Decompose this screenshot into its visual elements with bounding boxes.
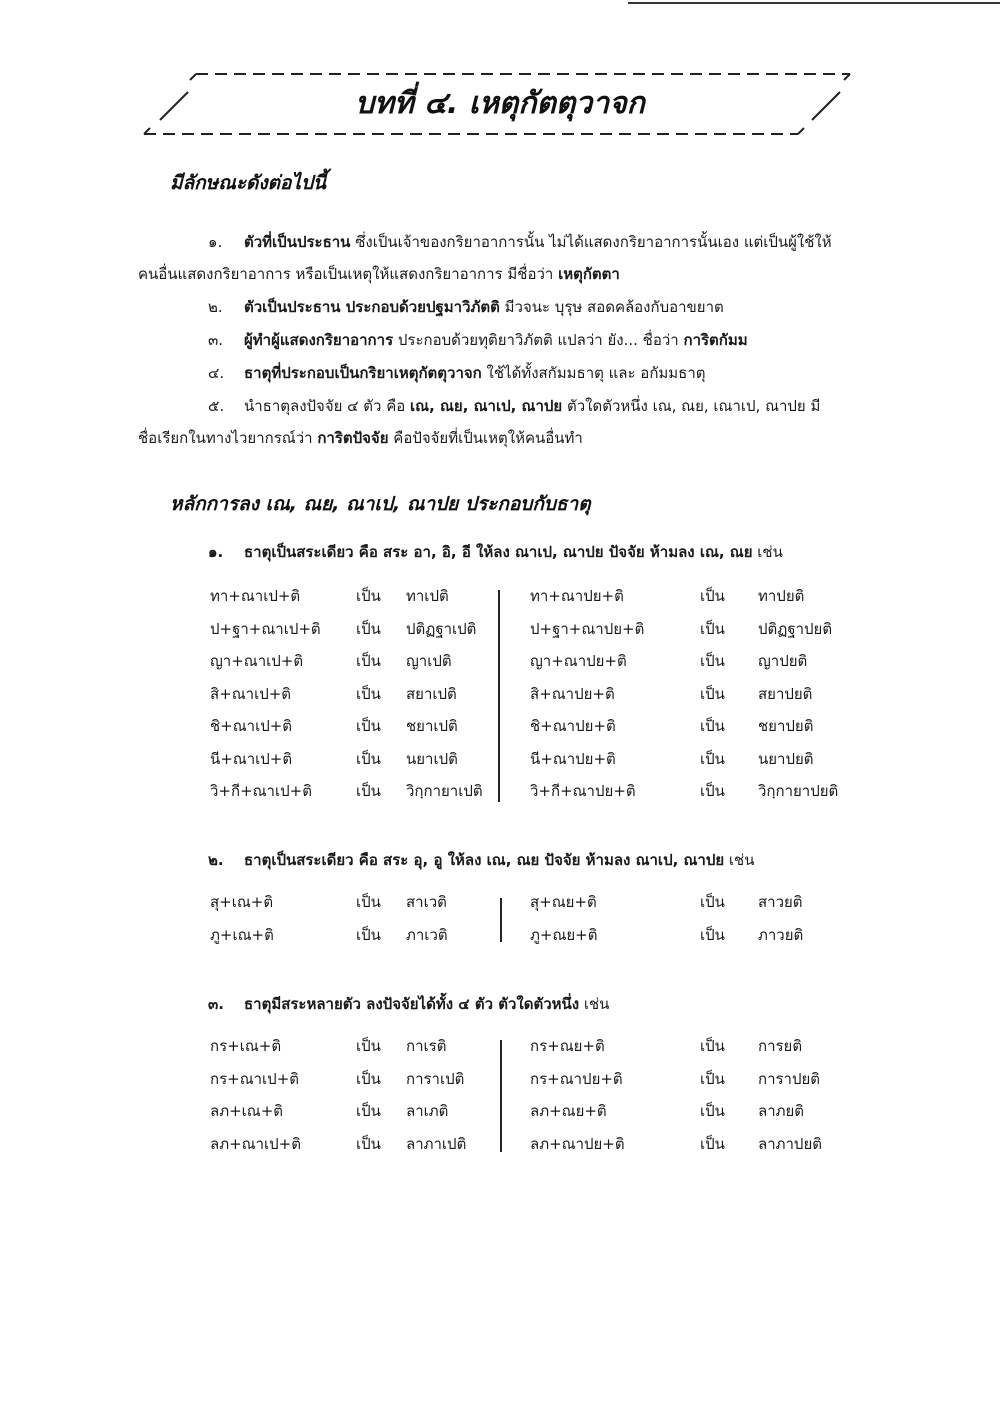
example-right-formula: สิ+ณาปย+ติ	[530, 684, 615, 703]
rule-3-suffix: เช่น	[579, 995, 610, 1013]
point-5-continuation	[138, 428, 583, 448]
example-right-formula: ญา+ณาปย+ติ	[530, 652, 627, 671]
example-right-result: ปติฏฐาปยติ	[758, 619, 833, 638]
example-right-keyword: เป็น	[700, 893, 725, 912]
example-left-formula: กร+ณาเป+ติ	[210, 1069, 300, 1088]
example-right-result: ลาภาปยติ	[758, 1134, 822, 1153]
point-3-bold-term: การิตกัมม	[683, 331, 748, 349]
example-left-keyword: เป็น	[356, 1037, 381, 1056]
example-left-keyword: เป็น	[356, 1134, 381, 1153]
example-right-formula: วิ+กี+ณาปย+ติ	[530, 782, 636, 801]
example-separator	[504, 775, 530, 808]
example-left-keyword: เป็น	[356, 893, 381, 912]
example-left-formula: ภู+เณ+ติ	[210, 925, 274, 944]
example-right-keyword: เป็น	[700, 652, 725, 671]
example-right-keyword: เป็น	[700, 749, 725, 768]
rule-1-suffix: เช่น	[752, 543, 783, 561]
point-1-cont-text: คนอื่นแสดงกริยาอาการ หรือเป็นเหตุให้แสดงกริยาอาการ มีชื่อว่า	[138, 265, 559, 283]
intro-heading: มีลักษณะดังต่อไปนี้	[170, 172, 326, 194]
example-right-keyword: เป็น	[700, 684, 725, 703]
example-left-result: ภาเวติ	[406, 925, 448, 944]
point-4-text: ใช้ได้ทั้งสกัมมธาตุ และ อกัมมธาตุ	[481, 364, 706, 382]
example-right-formula: สุ+ณย+ติ	[530, 893, 597, 912]
point-4	[208, 363, 706, 383]
example-row	[210, 613, 868, 646]
rule-3-number: ๓.	[208, 995, 224, 1013]
example-right-formula: นี+ณาปย+ติ	[530, 749, 616, 768]
example-row	[210, 1063, 868, 1096]
point-2-text: มีวจนะ บุรุษ สอดคล้องกับอาขยาต	[499, 298, 724, 316]
example-separator	[504, 678, 530, 711]
example-left-result: สยาเปติ	[406, 684, 457, 703]
point-2	[208, 297, 724, 317]
top-edge-line	[628, 2, 1000, 4]
example-right-result: ภาวยติ	[758, 925, 804, 944]
example-row	[210, 1128, 868, 1161]
point-5-cont-text: ชื่อเรียกในทางไวยากรณ์ว่า	[138, 429, 318, 447]
example-row	[210, 886, 868, 919]
point-5-number: ๕.	[208, 397, 225, 415]
example-left-keyword: เป็น	[356, 925, 381, 944]
example-right-result: ญาปยติ	[758, 652, 808, 671]
example-left-result: กาเรติ	[406, 1037, 447, 1056]
example-left-formula: วิ+กี+ณาเป+ติ	[210, 782, 312, 801]
example-separator	[504, 613, 530, 646]
point-5	[208, 396, 820, 416]
example-right-keyword: เป็น	[700, 925, 725, 944]
point-1-cont-bold: เหตุกัตตา	[558, 265, 620, 283]
title-banner	[130, 62, 870, 146]
example-left-keyword: เป็น	[356, 749, 381, 768]
example-left-result: ลาเภติ	[406, 1102, 449, 1121]
example-left-formula: สิ+ณาเป+ติ	[210, 684, 292, 703]
example-right-keyword: เป็น	[700, 717, 725, 736]
chapter-title: บทที่ ๔. เหตุกัตตุวาจก	[355, 86, 645, 121]
point-3-number: ๓.	[208, 331, 224, 349]
rule-2-suffix: เช่น	[724, 851, 755, 869]
rule-1-divider	[498, 590, 500, 802]
example-right-result: สาวยติ	[758, 893, 803, 912]
example-right-keyword: เป็น	[700, 1134, 725, 1153]
rule-2-examples	[210, 886, 868, 951]
example-row	[210, 645, 868, 678]
example-right-keyword: เป็น	[700, 619, 725, 638]
example-right-formula: ลภ+ณาปย+ติ	[530, 1134, 625, 1153]
rule-3-divider	[500, 1040, 502, 1152]
example-right-keyword: เป็น	[700, 1069, 725, 1088]
point-3	[208, 330, 748, 350]
example-left-keyword: เป็น	[356, 782, 381, 801]
rule-3-examples	[210, 1030, 868, 1160]
example-row	[210, 1030, 868, 1063]
example-right-formula: กร+ณย+ติ	[530, 1037, 605, 1056]
example-left-keyword: เป็น	[356, 684, 381, 703]
example-right-formula: ป+ฐา+ณาปย+ติ	[530, 619, 645, 638]
example-left-result: ชยาเปติ	[406, 717, 458, 736]
example-left-formula: กร+เณ+ติ	[210, 1037, 282, 1056]
example-right-formula: ลภ+ณย+ติ	[530, 1102, 607, 1121]
example-left-formula: ลภ+ณาเป+ติ	[210, 1134, 301, 1153]
example-left-keyword: เป็น	[356, 1069, 381, 1088]
example-right-result: ชยาปยติ	[758, 717, 814, 736]
example-separator	[504, 1128, 530, 1161]
example-left-formula: ป+ฐา+ณาเป+ติ	[210, 619, 321, 638]
example-left-result: นยาเปติ	[406, 749, 458, 768]
rule-2-heading	[208, 848, 755, 872]
example-left-formula: สุ+เณ+ติ	[210, 893, 274, 912]
example-left-formula: ทา+ณาเป+ติ	[210, 587, 301, 606]
point-4-number: ๔.	[208, 364, 225, 382]
example-right-result: การาปยติ	[758, 1069, 821, 1088]
example-separator	[504, 743, 530, 776]
point-1-number: ๑.	[208, 233, 223, 251]
example-left-keyword: เป็น	[356, 587, 381, 606]
rule-1-text: ธาตุเป็นสระเดียว คือ สระ อา, อิ, อี ให้ลง ณาเป, ณาปย ปัจจัย ห้ามลง เณ, ณย	[244, 543, 753, 561]
example-left-formula: ญา+ณาเป+ติ	[210, 652, 304, 671]
example-right-result: ลาภยติ	[758, 1102, 805, 1121]
point-1-bold: ตัวที่เป็นประธาน	[244, 233, 351, 251]
example-left-formula: นี+ณาเป+ติ	[210, 749, 293, 768]
example-right-result: สยาปยติ	[758, 684, 813, 703]
rule-1-heading	[208, 540, 783, 564]
example-left-keyword: เป็น	[356, 717, 381, 736]
example-left-result: ปติฏฐาเปติ	[406, 619, 477, 638]
example-separator	[504, 710, 530, 743]
example-left-result: สาเวติ	[406, 893, 447, 912]
rule-3-heading	[208, 992, 609, 1016]
example-separator	[504, 580, 530, 613]
example-right-result: วิกฺกายาปยติ	[758, 782, 839, 801]
example-left-result: ลาภาเปติ	[406, 1134, 467, 1153]
example-row	[210, 580, 868, 613]
example-row	[210, 1095, 868, 1128]
example-right-keyword: เป็น	[700, 1102, 725, 1121]
point-5-pre: นำธาตุลงปัจจัย ๔ ตัว คือ	[244, 397, 411, 415]
example-left-keyword: เป็น	[356, 652, 381, 671]
point-2-number: ๒.	[208, 298, 223, 316]
rule-1-number: ๑.	[208, 543, 224, 561]
point-1	[208, 232, 832, 252]
example-separator	[504, 1063, 530, 1096]
point-5-bold: เณ, ณย, ณาเป, ณาปย	[410, 397, 563, 415]
example-left-formula: ชิ+ณาเป+ติ	[210, 717, 293, 736]
point-3-text: ประกอบด้วยทุติยาวิภัตติ แปลว่า ยัง... ชื่อว่า	[393, 331, 684, 349]
point-5-text: ตัวใดตัวหนึ่ง เณ, ณย, เณาเป, ณาปย มี	[562, 397, 821, 415]
example-right-formula: ทา+ณาปย+ติ	[530, 587, 624, 606]
point-1-continuation	[138, 264, 620, 284]
example-right-formula: ชิ+ณาปย+ติ	[530, 717, 616, 736]
example-right-result: การยติ	[758, 1037, 803, 1056]
example-left-result: วิกฺกายาเปติ	[406, 782, 483, 801]
example-right-keyword: เป็น	[700, 1037, 725, 1056]
example-right-keyword: เป็น	[700, 782, 725, 801]
point-5-cont-bold: การิตปัจจัย	[317, 429, 389, 447]
example-left-result: ญาเปติ	[406, 652, 452, 671]
example-separator	[504, 919, 530, 952]
example-right-result: ทาปยติ	[758, 587, 805, 606]
example-left-keyword: เป็น	[356, 1102, 381, 1121]
example-separator	[504, 1095, 530, 1128]
example-row	[210, 775, 868, 808]
example-left-result: ทาเปติ	[406, 587, 449, 606]
example-left-formula: ลภ+เณ+ติ	[210, 1102, 284, 1121]
example-row	[210, 743, 868, 776]
example-right-keyword: เป็น	[700, 587, 725, 606]
point-3-bold: ผู้ทำผู้แสดงกริยาอาการ	[244, 331, 394, 349]
point-2-bold: ตัวเป็นประธาน ประกอบด้วยปฐมาวิภัตติ	[244, 298, 500, 316]
example-separator	[504, 886, 530, 919]
rules-heading: หลักการลง เณ, ณย, ณาเป, ณาปย ประกอบกับธาตุ	[170, 493, 591, 515]
rule-2-divider	[500, 898, 502, 942]
example-row	[210, 678, 868, 711]
example-left-keyword: เป็น	[356, 619, 381, 638]
rule-2-text: ธาตุเป็นสระเดียว คือ สระ อุ, อู ให้ลง เณ, ณย ปัจจัย ห้ามลง ณาเป, ณาปย	[244, 851, 725, 869]
example-row	[210, 710, 868, 743]
example-right-formula: ภู+ณย+ติ	[530, 925, 598, 944]
example-row	[210, 919, 868, 952]
rule-3-text: ธาตุมีสระหลายตัว ลงปัจจัยได้ทั้ง ๔ ตัว ตัวใดตัวหนึ่ง	[244, 995, 580, 1013]
example-left-result: การาเปติ	[406, 1069, 465, 1088]
example-right-formula: กร+ณาปย+ติ	[530, 1069, 623, 1088]
example-separator	[504, 645, 530, 678]
point-4-bold: ธาตุที่ประกอบเป็นกริยาเหตุกัตตุวาจก	[244, 364, 482, 382]
point-1-text: ซึ่งเป็นเจ้าของกริยาอาการนั้น ไม่ได้แสดงกริยาอาการนั้นเอง แต่เป็นผู้ใช้ให้	[350, 233, 832, 251]
example-right-result: นยาปยติ	[758, 749, 814, 768]
example-separator	[504, 1030, 530, 1063]
rule-2-number: ๒.	[208, 851, 224, 869]
rule-1-examples	[210, 580, 868, 808]
point-5-cont-tail: คือปัจจัยที่เป็นเหตุให้คนอื่นทำ	[388, 429, 583, 447]
